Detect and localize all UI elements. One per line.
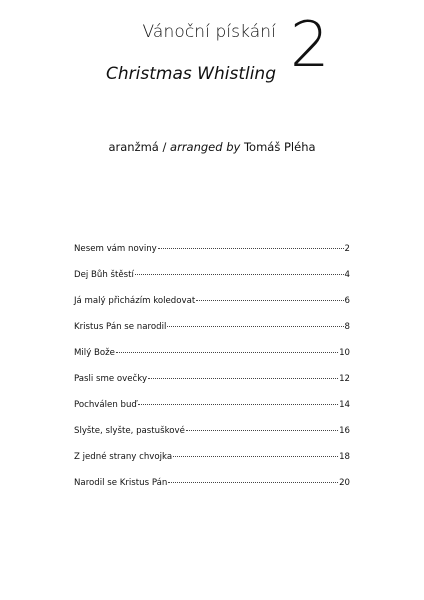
- toc-entry-page: 6: [344, 296, 350, 306]
- toc-entry-title: Milý Bože: [74, 348, 115, 358]
- volume-number: 2: [290, 8, 330, 81]
- toc-entry-title: Já malý přicházím koledovat: [74, 296, 196, 306]
- toc-leader-dots: [148, 378, 338, 379]
- title-czech: Vánoční pískání: [142, 22, 276, 42]
- toc-leader-dots: [158, 248, 344, 249]
- toc-entry-title: Nesem vám noviny: [74, 244, 157, 254]
- toc-entry[interactable]: [74, 270, 350, 296]
- toc-leader-dots: [196, 300, 343, 301]
- toc-leader-dots: [168, 482, 338, 483]
- toc-entry-page: 10: [339, 348, 350, 358]
- toc-leader-dots: [135, 274, 344, 275]
- toc-entry[interactable]: [74, 452, 350, 478]
- toc-leader-dots: [138, 404, 338, 405]
- toc-leader-dots: [173, 456, 338, 457]
- toc-entry[interactable]: [74, 296, 350, 322]
- toc-entry-title: Slyšte, slyšte, pastuškové: [74, 426, 185, 436]
- arranger-line: [0, 140, 424, 154]
- toc-entry-page: 8: [344, 322, 350, 332]
- toc-entry[interactable]: [74, 374, 350, 400]
- toc-entry[interactable]: [74, 244, 350, 270]
- arranger-name: Tomáš Pléha: [240, 140, 316, 154]
- toc-entry-page: 2: [344, 244, 350, 254]
- toc-entry[interactable]: [74, 348, 350, 374]
- toc-entry-page: 12: [339, 374, 350, 384]
- toc-entry-title: Z jedné strany chvojka: [74, 452, 173, 462]
- table-of-contents: [74, 244, 350, 504]
- toc-entry-title: Dej Bůh štěstí: [74, 270, 134, 280]
- toc-entry[interactable]: [74, 426, 350, 452]
- toc-entry[interactable]: [74, 478, 350, 504]
- arranger-prefix: aranžmá /: [108, 140, 171, 154]
- toc-entry-page: 4: [344, 270, 350, 280]
- toc-entry-page: 14: [339, 400, 350, 410]
- toc-entry-title: Pasli sme ovečky: [74, 374, 148, 384]
- toc-leader-dots: [116, 352, 338, 353]
- toc-leader-dots: [167, 326, 343, 327]
- toc-entry-page: 20: [339, 478, 350, 488]
- toc-entry[interactable]: [74, 322, 350, 348]
- toc-entry-title: Kristus Pán se narodil: [74, 322, 167, 332]
- toc-entry-page: 16: [339, 426, 350, 436]
- arranger-italic: arranged by: [170, 140, 241, 154]
- toc-entry-page: 18: [339, 452, 350, 462]
- title-english: Christmas Whistling: [106, 64, 276, 84]
- toc-entry[interactable]: [74, 400, 350, 426]
- toc-leader-dots: [186, 430, 338, 431]
- toc-entry-title: Narodil se Kristus Pán: [74, 478, 168, 488]
- toc-entry-title: Pochválen buď: [74, 400, 137, 410]
